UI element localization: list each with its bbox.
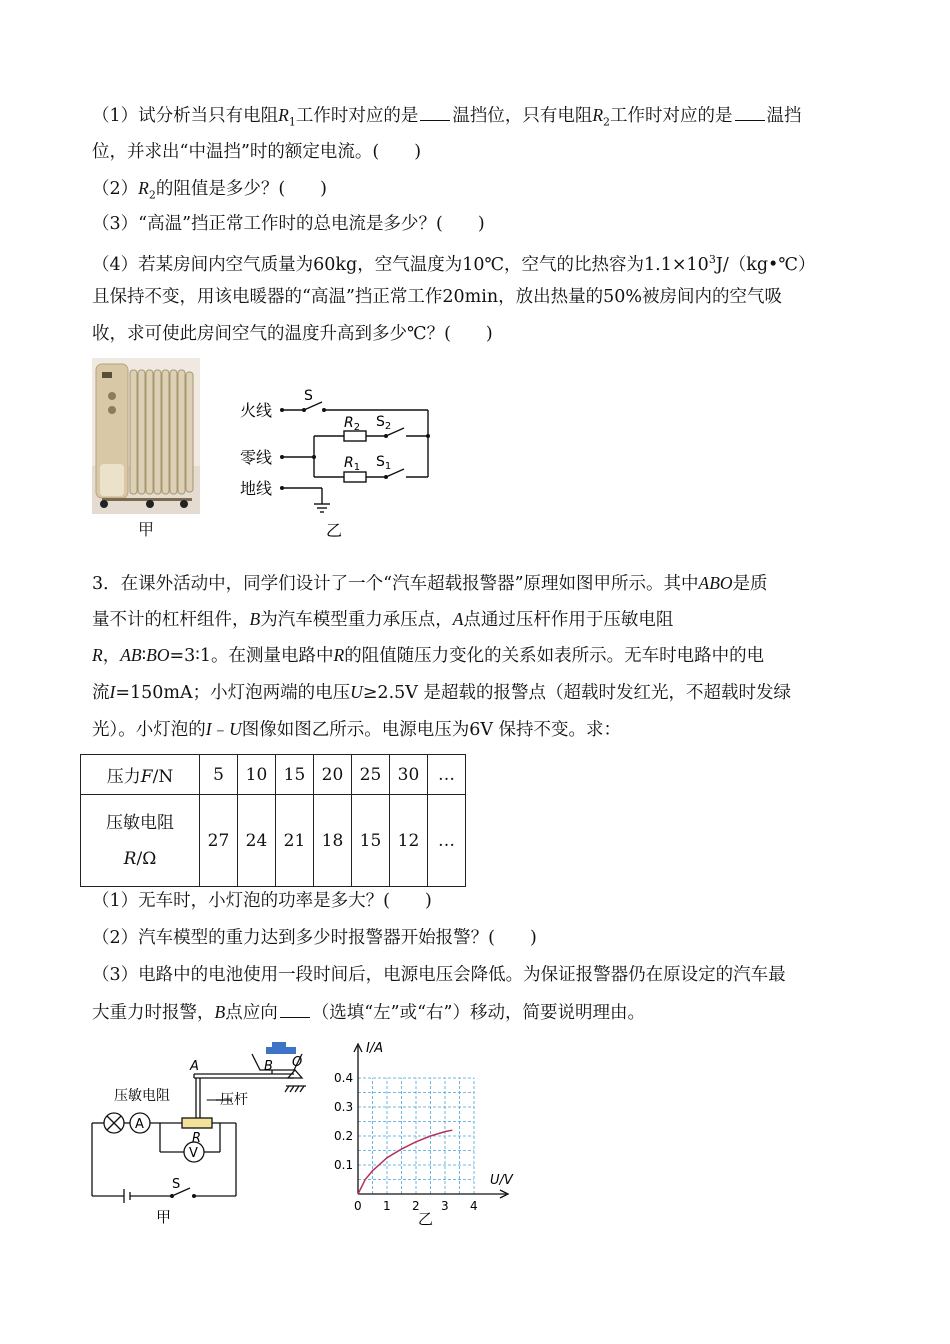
table-cell: 21 — [276, 795, 314, 887]
q2-part4-line1: （4）若某房间内空气质量为60kg，空气温度为10℃，空气的比热容为$1.1\times 10^3J/(kg•℃)$ — [92, 253, 816, 275]
table-row — [81, 795, 466, 887]
label-r: R — [192, 1131, 202, 1146]
q2-circuit-diagram — [236, 386, 446, 542]
label-huoxian: 火线 — [240, 401, 273, 420]
table-cell: 30 — [390, 755, 428, 795]
table-cell: 12 — [390, 795, 428, 887]
label-r2: $R_2$ — [344, 415, 361, 433]
voltmeter-label: V — [189, 1146, 198, 1161]
table-cell: 25 — [352, 755, 390, 795]
heater-photo — [92, 358, 200, 514]
label-b-point: B — [264, 1059, 273, 1074]
iu-chart — [330, 1040, 530, 1230]
label-s: S — [304, 388, 313, 404]
label-r1: $R_1$ — [344, 455, 361, 473]
table-cell: 15 — [276, 755, 314, 795]
x-tick-label: 3 — [441, 1199, 449, 1213]
blank — [280, 1003, 310, 1018]
q3-sub3-line2: 大重力时报警，B点应向 （选填“左”或“右”）移动，简要说明理由。 — [92, 1002, 645, 1023]
table-row — [81, 755, 466, 795]
label-s2: $S_2$ — [376, 414, 392, 432]
x-tick-label: 0 — [354, 1199, 362, 1213]
table-cell: 5 — [200, 755, 238, 795]
y-tick-label: 0.1 — [334, 1158, 354, 1172]
label-yamin: 压敏电阻 — [114, 1088, 170, 1104]
x-tick-label: 1 — [383, 1199, 391, 1213]
x-tick-label: 2 — [412, 1199, 420, 1213]
y-tick-label: 0.3 — [334, 1100, 354, 1114]
q3-sub1: （1）无车时，小灯泡的功率是多大？( ) — [92, 891, 432, 911]
table-cell: 24 — [238, 795, 276, 887]
label-o-point: O — [292, 1055, 303, 1070]
fig-yi-caption: 乙 — [418, 1210, 434, 1228]
x-axis-label: U/V — [490, 1173, 513, 1188]
table-cell: 15 — [352, 795, 390, 887]
y-axis-label: I/A — [366, 1041, 384, 1056]
q2-part4-line2: 且保持不变，用该电暖器的“高温”挡正常工作20min，放出热量的50%被房间内的空气吸 — [92, 287, 783, 307]
table-cell: 20 — [314, 755, 352, 795]
fig-jia-caption: 甲 — [156, 1208, 172, 1226]
y-tick-label: 0.4 — [334, 1071, 354, 1085]
chart-grid — [358, 1078, 474, 1194]
q3-line4: 流I=150mA；小灯泡两端的电压U≥2.5V 是超载的报警点（超载时发红光，不超载时发绿 — [92, 682, 791, 703]
q3-line5: 光）。小灯泡的I﹣U图像如图乙所示。电源电压为6V 保持不变。求： — [92, 719, 622, 740]
y-tick-label: 0.2 — [334, 1129, 354, 1143]
table-cell: … — [428, 795, 466, 887]
q3-sub2: （2）汽车模型的重力达到多少时报警器开始报警？( ) — [92, 928, 537, 948]
fig-jia-caption: 甲 — [138, 520, 155, 539]
q2-part3: （3）“高温”挡正常工作时的总电流是多少？( ) — [92, 214, 485, 234]
q3-line2: 量不计的杠杆组件，B为汽车模型重力承压点，A点通过压杆作用于压敏电阻 — [92, 609, 674, 630]
ammeter-label: A — [135, 1117, 144, 1132]
table-cell: 10 — [238, 755, 276, 795]
x-tick-label: 4 — [470, 1199, 478, 1213]
q2-part4-line3: 收，求可使此房间空气的温度升高到多少℃？( ) — [92, 324, 493, 344]
car-model-icon — [266, 1047, 296, 1054]
label-a-point: A — [190, 1059, 199, 1074]
table-header: 压敏电阻 R/Ω — [81, 795, 200, 887]
q3-line3: R，AB∶BO=3∶1。在测量电路中R的阻值随压力变化的关系如表所示。无车时电路中的电 — [92, 645, 765, 666]
q3-line1: 3．在课外活动中，同学们设计了一个“汽车超载报警器”原理如图甲所示。其中ABO是质 — [92, 573, 768, 594]
fig-yi-caption: 乙 — [326, 521, 343, 540]
q3-sub3-line1: （3）电路中的电池使用一段时间后，电源电压会降低。为保证报警器仍在原设定的汽车最 — [92, 965, 786, 985]
table-cell: 27 — [200, 795, 238, 887]
pressure-resistance-table — [80, 754, 466, 887]
label-lingxian: 零线 — [240, 448, 273, 467]
table-header: 压力F/N — [81, 755, 200, 795]
q2-part1-line1: （1）试分析当只有电阻$R_1$工作时对应的是 温挡位，只有电阻$R_2$工作时对应的是 温挡 — [92, 105, 802, 129]
label-s1: $S_1$ — [376, 454, 392, 472]
q2-part2: $(2)R_2$的阻值是多少？( ) — [92, 178, 327, 202]
blank — [735, 106, 765, 121]
blank — [420, 106, 450, 121]
label-yagan: —压杆 — [206, 1092, 248, 1108]
table-cell: … — [428, 755, 466, 795]
q3-circuit-lever-diagram — [88, 1040, 320, 1226]
label-dixian: 地线 — [240, 479, 273, 498]
label-s: S — [172, 1177, 181, 1192]
table-cell: 18 — [314, 795, 352, 887]
q2-part1-line2: 位，并求出“中温挡”时的额定电流。( ) — [92, 142, 422, 162]
